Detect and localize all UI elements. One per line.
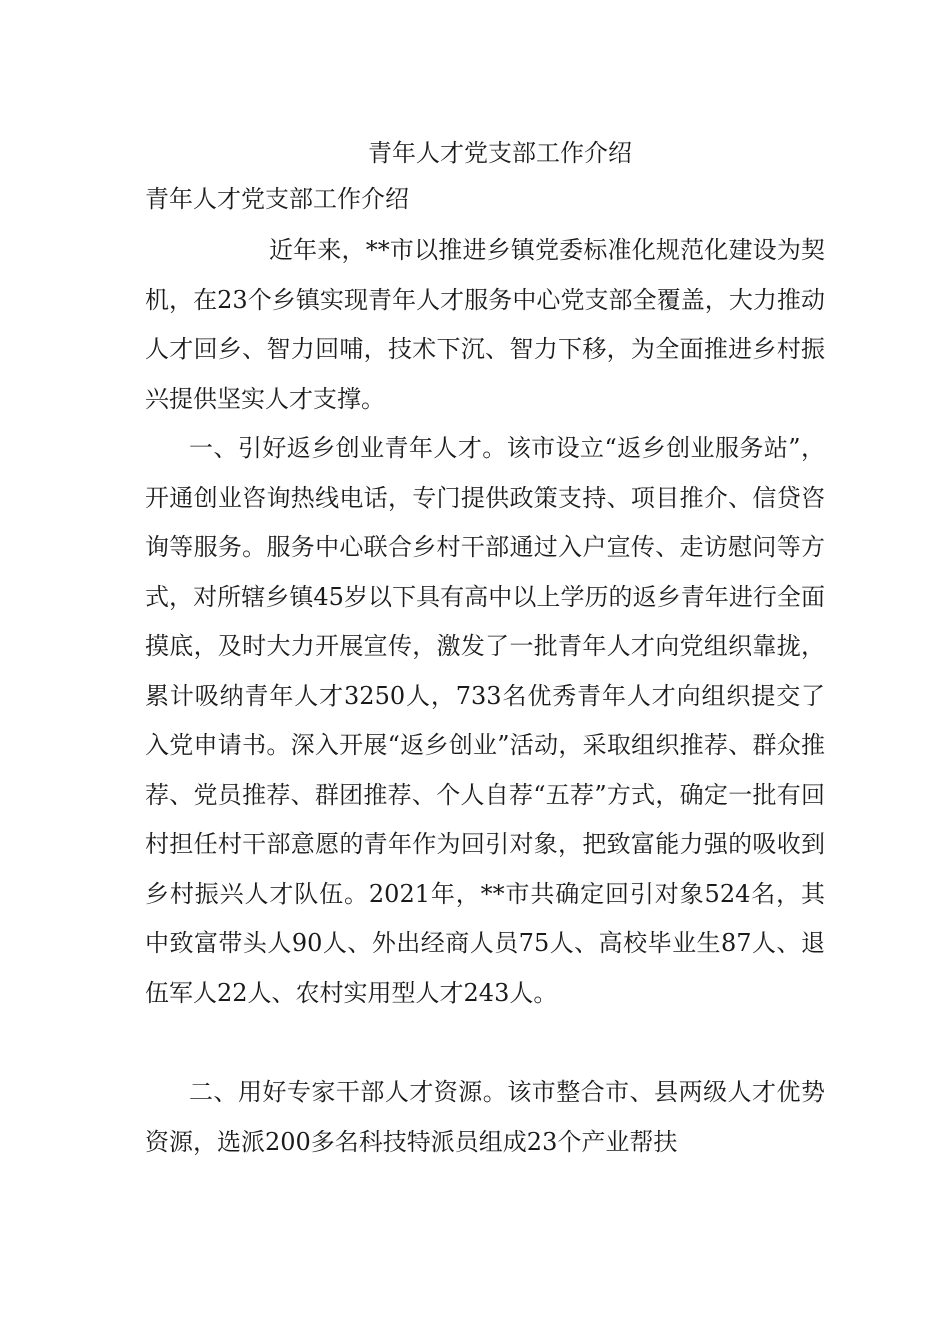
intro-paragraph: 近年来，**市以推进乡镇党委标准化规范化建设为契机，在23个乡镇实现青年人才服务中心党支部全覆盖，大力推动人才回乡、智力回哺，技术下沉、智力下移，为全面推进乡村振兴提供坚实人才支撑。 <box>145 236 825 413</box>
document-page <box>145 130 825 1167</box>
paragraph-spacer <box>145 1018 825 1068</box>
document-subtitle: 青年人才党支部工作介绍 <box>145 185 409 213</box>
section-one-paragraph: 一、引好返乡创业青年人才。该市设立“返乡创业服务站”，开通创业咨询热线电话，专门提供政策支持、项目推介、信贷咨询等服务。服务中心联合乡村干部通过入户宣传、走访慰问等方式，对所辖乡镇45岁以下具有高中以上学历的返乡青年进行全面摸底，及时大力开展宣传，激发了一批青年人才向党组织靠拢，累计吸纳青年人才3250人，733名优秀青年人才向组织提交了入党申请书。深入开展“返乡创业”活动，采取组织推荐、群众推荐、党员推荐、群团推荐、个人自荐“五荐”方式，确定一批有回村担任村干部意愿的青年作为回引对象，把致富能力强的吸收到乡村振兴人才队伍。2021年，**市共确定回引对象524名，其中致富带头人90人、外出经商人员75人、高校毕业生87人、退伍军人22人、农村实用型人才243人。 <box>145 434 825 1007</box>
section-two-paragraph: 二、用好专家干部人才资源。该市整合市、县两级人才优势资源，选派200多名科技特派员组成23个产业帮扶 <box>145 1078 825 1156</box>
document-title: 青年人才党支部工作介绍 <box>368 139 632 167</box>
